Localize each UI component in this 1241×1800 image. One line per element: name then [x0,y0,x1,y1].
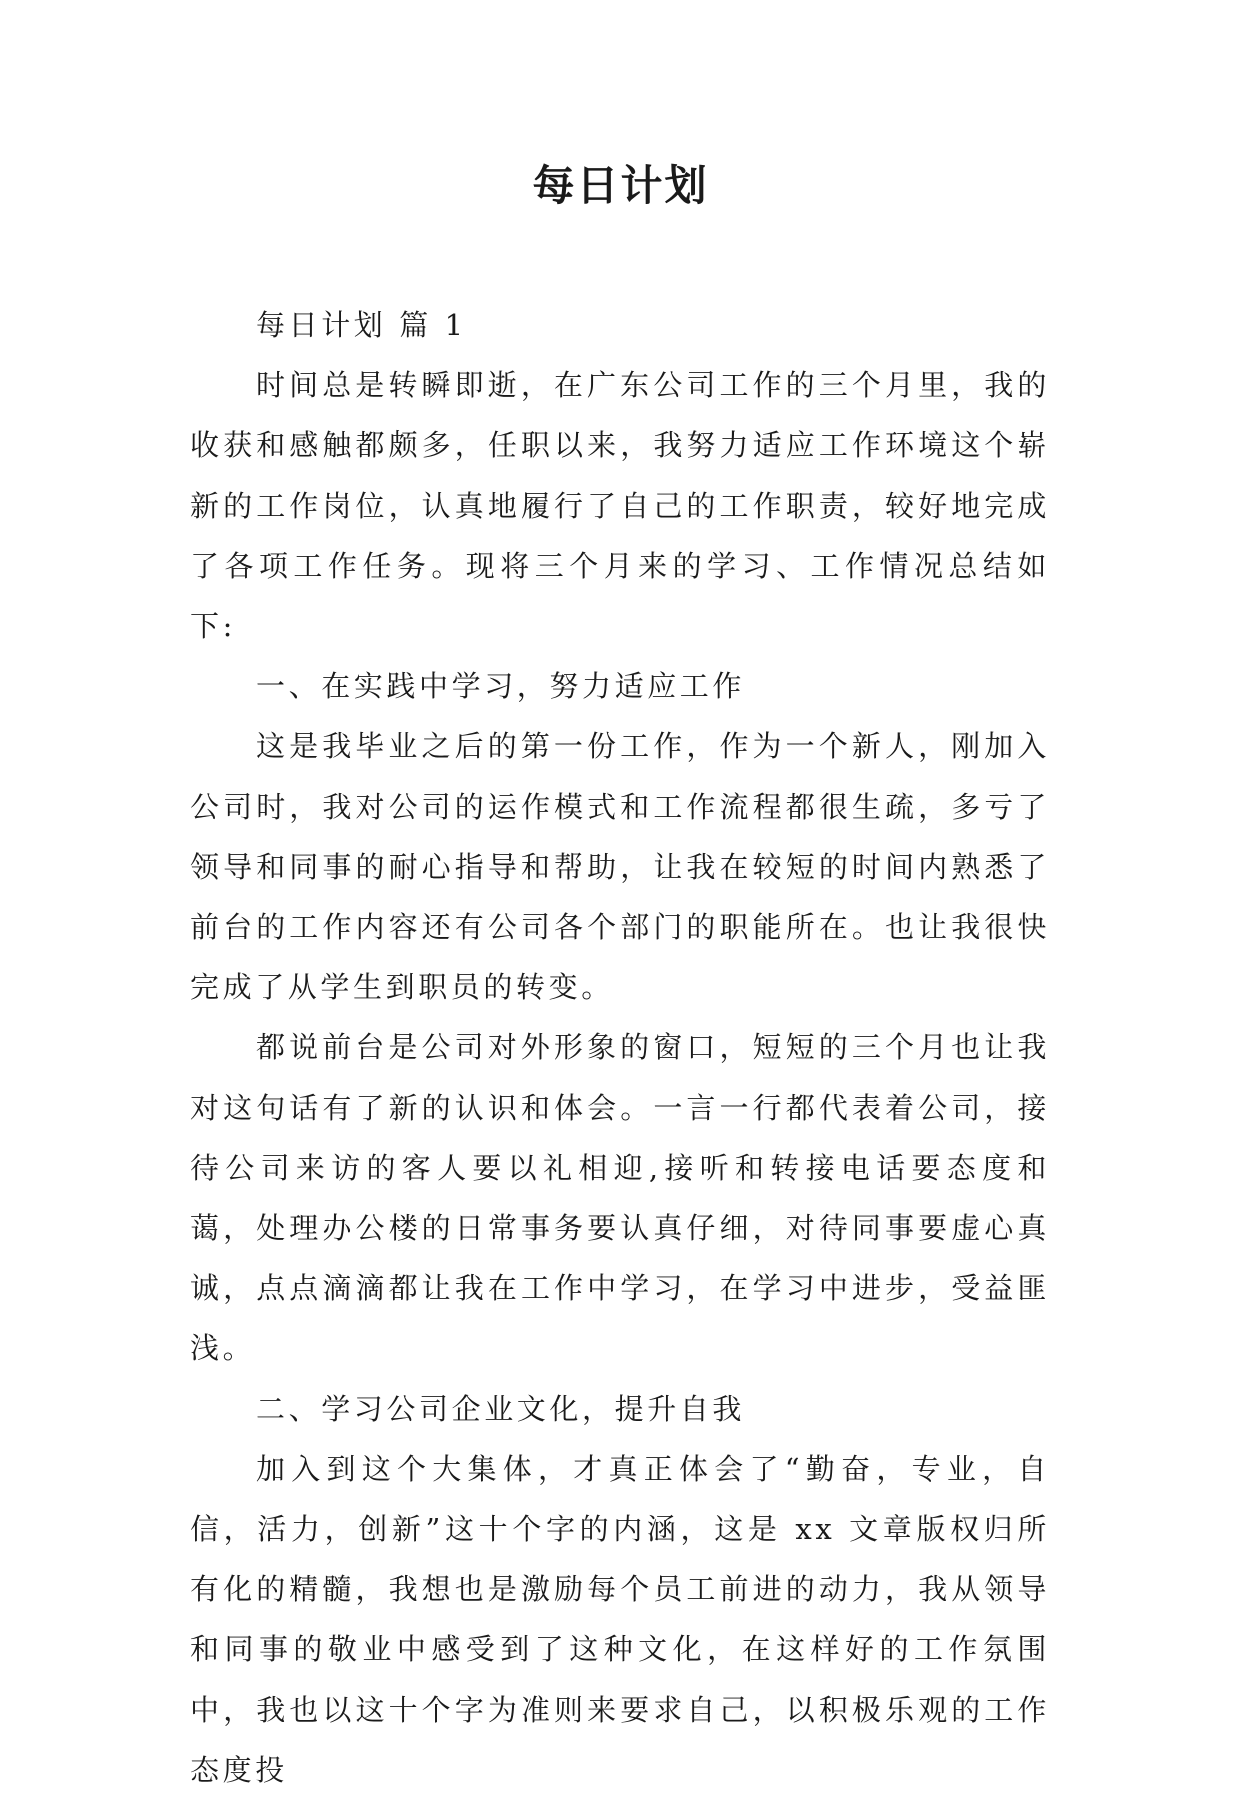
body-paragraph: 都说前台是公司对外形象的窗口，短短的三个月也让我对这句话有了新的认识和体会。一言一行都代表着公司，接待公司来访的客人要以礼相迎,接听和转接电话要态度和蔼，处理办公楼的日常事务要认真仔细，对待同事要虚心真诚，点点滴滴都让我在工作中学习，在学习中进步，受益匪浅。 [190,1030,1050,1366]
section-heading: 每日计划 篇 1 [256,308,467,342]
body-paragraph: 加入到这个大集体，才真正体会了“勤奋，专业，自信，活力，创新”这十个字的内涵，这是 xx 文章版权归所有化的精髓，我想也是激励每个员工前进的动力，我从领导和同事的敬业中感受到了这种文化，在这样好的工作氛围中，我也以这十个字为准则来要求自己，以积极乐观的工作态度投 [190,1451,1050,1787]
body-paragraph: 这是我毕业之后的第一份工作，作为一个新人，刚加入公司时，我对公司的运作模式和工作流程都很生疏，多亏了领导和同事的耐心指导和帮助，让我在较短的时间内熟悉了前台的工作内容还有公司各个部门的职能所在。也让我很快完成了从学生到职员的转变。 [190,729,1050,1005]
document-title: 每日计划 [532,161,709,210]
document-body [190,295,1050,1800]
body-paragraph: 时间总是转瞬即逝，在广东公司工作的三个月里，我的收获和感触都颇多，任职以来，我努力适应工作环境这个崭新的工作岗位，认真地履行了自己的工作职责，较好地完成了各项工作任务。现将三个月来的学习、工作情况总结如下: [190,368,1050,644]
section-heading: 二、学习公司企业文化，提升自我 [256,1391,746,1426]
section-heading: 一、在实践中学习，努力适应工作 [256,669,746,704]
